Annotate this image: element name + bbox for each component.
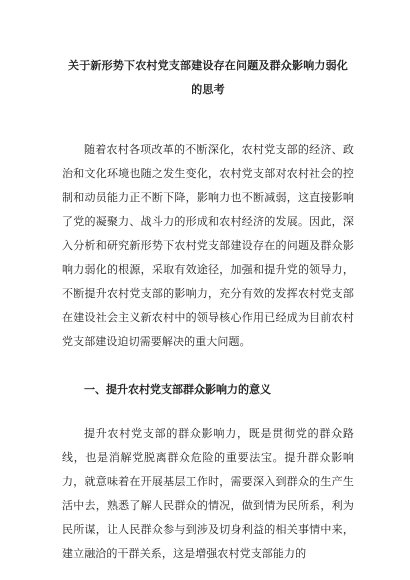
document-title — [62, 0, 354, 102]
paragraph-intro: 随着农村各项改革的不断深化，农村党支部的经济、政治和文化环境也随之发生变化，农村党支部对农村社会的控制和动员能力正不断下降，影响力也不断减弱，这直接影响了党的凝聚力、战斗力的形成和农村经济的发展。因此，深入分析和研究新形势下农村党支部建设存在的问题及群众影响力弱化的根源，采取有效途径，加强和提升党的领导力，不断提升农村党支部的影响力，充分有效的发挥农村党支部在建设社会主义新农村中的领导核心作用已经成为目前农村党支部建设迫切需要解决的重大问题。 — [62, 143, 354, 348]
title-line-2: 的思考 — [191, 83, 225, 96]
document-body — [62, 138, 354, 566]
section-heading: 一、提升农村党支部群众影响力的意义 — [84, 383, 271, 396]
paragraph-significance: 提升农村党支部的群众影响力，既是贯彻党的群众路线，也是消解党脱离群众危险的重要法宝。提升群众影响力，就意味着在开展基层工作时，需要深入到群众的生产生活中去，熟悉了解人民群众的情况，做到情为民所系，利为民所谋，让人民群众参与到涉及切身利益的相关事情中来，建立融洽的干群关系，这是增强农村党支部能力的 — [62, 427, 354, 560]
title-line-1: 关于新形势下农村党支部建设存在问题及群众影响力弱化 — [68, 59, 348, 72]
